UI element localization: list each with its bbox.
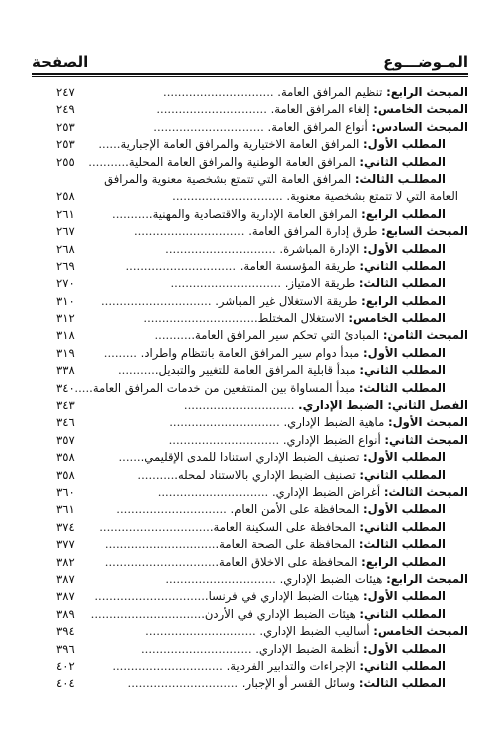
- toc-entry-title: المحافظة على الأمن العام.: [230, 502, 364, 517]
- toc-entry-title: إلغاء المرافق العامة.: [270, 102, 374, 117]
- toc-entry-label: المبحث الرابع:: [386, 571, 468, 586]
- toc-entry-label: المطلب الأول:: [363, 137, 446, 152]
- toc-entry-title: المرافق العامة الاختيارية والمرافق العامة الإجبارية: [120, 137, 364, 152]
- toc-entry-label: المطلب الأول:: [363, 641, 446, 656]
- toc-entry-text: [88, 571, 468, 588]
- toc-entry-text: [88, 641, 446, 658]
- toc-entry-label: الفصل الثاني: الضبط الإداري.: [298, 398, 468, 413]
- toc-dot-leader: ..........: [112, 206, 149, 221]
- toc-entry-label: المطلب الثاني:: [359, 606, 446, 621]
- toc-entry-label: المطلب الثاني:: [359, 467, 446, 482]
- toc-entry: [32, 432, 468, 449]
- toc-entry: [32, 171, 468, 188]
- toc-entry-title: طريقة المؤسسة العامة.: [239, 258, 360, 273]
- toc-entry-label: المطلب الثالث:: [358, 537, 446, 552]
- toc-entry: [32, 362, 468, 379]
- toc-entry-text: [88, 136, 446, 153]
- toc-entry-title: طريقة الامتياز.: [284, 276, 359, 291]
- toc-page-number: ٢٦٨: [56, 241, 75, 256]
- toc-entry: [32, 449, 468, 466]
- toc-entry-label: المطلب الأول:: [363, 241, 446, 256]
- toc-entry-title: تصنيف الضبط الإداري بالاستناد لمحله.: [174, 467, 360, 482]
- toc-entry-text: [88, 588, 446, 605]
- toc-entry-title: الإدارة المباشرة.: [279, 241, 364, 256]
- toc-entry: [32, 241, 468, 258]
- toc-entry-label: المطلب الرابع:: [361, 554, 446, 569]
- toc-dot-leader: ..............................: [127, 676, 242, 691]
- toc-page-number: ٣٩٦: [56, 641, 75, 656]
- toc-entry-title: المبادئ التي تحكم سير المرافق العامة.: [191, 328, 383, 343]
- toc-entry: [32, 380, 468, 397]
- toc-entry-text: [88, 206, 446, 223]
- toc-entry: [32, 623, 468, 640]
- toc-page-number: ٣١٢: [56, 311, 75, 326]
- toc-dot-leader: ..............................: [165, 571, 280, 586]
- toc-entry-text: [88, 414, 468, 431]
- toc-dot-leader: ......: [98, 137, 121, 152]
- toc-entry-label: المطلب الثالث:: [358, 676, 446, 691]
- toc-page-number: ٢٤٧: [56, 85, 75, 99]
- toc-entry-title: مبدأ قابلية المرافق العامة للتغيير والتبديل.: [154, 363, 360, 378]
- header-rule-thick: [32, 73, 468, 75]
- toc-page-number: ٣٦٠: [56, 484, 75, 499]
- toc-entry: [32, 467, 468, 484]
- toc-page-number: ٢٤٩: [56, 102, 75, 117]
- toc-entry: [32, 154, 468, 171]
- toc-entry-label: المبحث الأول:: [387, 415, 468, 430]
- toc-entry-text: [88, 345, 446, 362]
- toc-entry: [32, 397, 468, 414]
- toc-entry-text: [88, 293, 446, 310]
- toc-dot-leader: ..............................: [90, 606, 202, 621]
- toc-entry-text: [88, 519, 446, 536]
- toc-page-number: ٣٤٣: [56, 398, 75, 413]
- toc-entry: [32, 206, 468, 223]
- toc-entry: [32, 641, 468, 658]
- toc-entry-label: المطلب الأول:: [363, 589, 446, 604]
- toc-page-number: ٣٤٦: [56, 415, 75, 430]
- toc-entry: [32, 536, 468, 553]
- toc-entry-label: المطلب الأول:: [363, 450, 446, 465]
- toc-entry: [32, 484, 468, 501]
- toc-entry-text: [88, 467, 446, 484]
- toc-entry-text: [88, 536, 446, 553]
- toc-entry-text: [88, 327, 468, 344]
- toc-entry-label: المطلب الخامس:: [348, 311, 446, 326]
- toc-dot-leader: ..............................: [168, 432, 283, 447]
- toc-entry-title: المحافظة على السكينة العامة.: [209, 519, 360, 534]
- toc-entry-text: [88, 432, 468, 449]
- toc-entry-text: [88, 101, 468, 118]
- toc-entry-title: المحافظة على الاخلاق العامة.: [215, 554, 362, 569]
- toc-entry: [32, 84, 468, 101]
- toc-entry-title: أنواع الضبط الإداري.: [282, 432, 385, 447]
- toc-entry-title: تنظيم المرافق العامة.: [277, 85, 387, 99]
- toc-entry-text: [88, 484, 468, 501]
- toc-dot-leader: ..........: [137, 467, 175, 482]
- toc-entry-text: [88, 84, 468, 101]
- toc-entry: [32, 258, 468, 275]
- toc-entry-label: المطلب الثاني:: [359, 154, 446, 169]
- toc-entry: [32, 658, 468, 675]
- toc-entry-title: هيئات الضبط الإداري في الأردن.: [201, 606, 360, 621]
- toc-page-number: ٣٤٠: [56, 380, 75, 395]
- toc-entry: [32, 571, 468, 588]
- toc-entry-title: تصنيف الضبط الإداري استنادا للمدى الإقليمي.: [140, 450, 364, 465]
- toc-entry-title: المرافق العامة التي تتمتع بشخصية معنوية والمرافق: [104, 171, 355, 186]
- toc-entry-label: المطلـب الثالث:: [354, 171, 446, 186]
- toc-entry-text: [88, 119, 468, 136]
- toc-entry-title: أنظمة الضبط الإداري.: [255, 641, 364, 656]
- toc-entry: [32, 554, 468, 571]
- toc-page-number: ٢٦١: [56, 206, 75, 221]
- toc-page-number: ٣٩٤: [56, 624, 75, 639]
- toc-entry-text: [88, 171, 446, 188]
- header-rule-thin: [32, 76, 468, 77]
- toc-entry-text: [88, 362, 446, 379]
- toc-entry-text: [88, 623, 468, 640]
- toc-entry-text: [88, 310, 446, 327]
- toc-entry: [32, 119, 468, 136]
- toc-dot-leader: ..............................: [169, 415, 284, 430]
- toc-page-number: ٣٨٧: [56, 589, 75, 604]
- toc-entry-label: المبحث الثالث:: [383, 484, 468, 499]
- toc-entry: [32, 293, 468, 310]
- toc-page-number: ٣٣٨: [56, 363, 75, 378]
- page-column-heading: الصفحة: [32, 53, 89, 71]
- toc-dot-leader: ..............................: [125, 258, 240, 273]
- toc-entry-label: المطلب الثاني:: [359, 258, 446, 273]
- toc-page-number: ٤٠٤: [56, 676, 75, 691]
- toc-page-number: ٣٦١: [56, 502, 75, 517]
- toc-entry: [32, 414, 468, 431]
- topic-column-heading: المـوضـــوع: [383, 53, 468, 71]
- toc-page-number: ٣٨٩: [56, 606, 75, 621]
- toc-entry-label: المطلب الرابع:: [361, 293, 446, 308]
- toc-entry-text: [88, 501, 446, 518]
- toc-entry-title: وسائل القسر أو الإجبار.: [241, 676, 359, 691]
- toc-entry-title: أغراض الضبط الإداري.: [271, 484, 384, 499]
- toc-dot-leader: ..............................: [116, 502, 231, 517]
- toc-entry-label: المبحث الخامس:: [373, 624, 468, 639]
- toc-entry: [32, 136, 468, 153]
- toc-page-number: ٢٧٠: [56, 276, 75, 291]
- toc-entry-title: هيئات الضبط الإداري في فرنسا.: [204, 589, 364, 604]
- toc-entry-label: المبحث الرابع:: [386, 85, 468, 99]
- toc-page-number: ٢٥٨: [56, 189, 75, 204]
- toc-dot-leader: ..............................: [112, 658, 227, 673]
- toc-entry-label: المبحث الثامن:: [382, 328, 468, 343]
- toc-page-number: ٢٥٥: [56, 154, 75, 169]
- toc-entry: [32, 588, 468, 605]
- toc-dot-leader: ..........: [118, 363, 155, 378]
- toc-dot-leader: ..........: [88, 154, 126, 169]
- toc-list: [32, 84, 468, 693]
- toc-entry-label: المبحث السادس:: [371, 119, 468, 134]
- toc-dot-leader: ..............................: [165, 241, 280, 256]
- toc-dot-leader: ..........: [154, 328, 192, 343]
- toc-header: [32, 46, 468, 72]
- toc-dot-leader: ..............................: [156, 102, 271, 117]
- toc-dot-leader: ..............................: [172, 189, 287, 204]
- toc-entry-text: [74, 380, 446, 397]
- toc-dot-leader: ..............................: [133, 224, 249, 239]
- toc-page-number: ٣٧٤: [56, 519, 75, 534]
- toc-entry-title: طرق إدارة المرافق العامة.: [248, 224, 382, 239]
- toc-entry-title: المرافق العامة الوطنية والمرافق العامة المحلية.: [125, 154, 360, 169]
- toc-entry-title: أساليب الضبط الإداري.: [259, 624, 374, 639]
- toc-entry: [32, 606, 468, 623]
- toc-entry: [32, 501, 468, 518]
- toc-entry-title: أنواع المرافق العامة.: [267, 119, 372, 134]
- toc-entry-label: المطلب الثاني:: [359, 519, 446, 534]
- toc-dot-leader: ....: [74, 380, 90, 395]
- toc-dot-leader: ..............................: [94, 589, 205, 604]
- toc-page-number: ٣٥٨: [56, 467, 75, 482]
- toc-entry-text: [88, 554, 446, 571]
- toc-page-number: ٣٥٨: [56, 450, 75, 465]
- toc-entry-title: الاستغلال المختلط.: [253, 311, 349, 326]
- toc-page-number: ٢٦٧: [56, 224, 75, 239]
- toc-entry: [32, 275, 468, 292]
- toc-entry-text: [88, 606, 446, 623]
- toc-entry: [32, 310, 468, 327]
- toc-entry-label: المطلب الرابع:: [361, 206, 446, 221]
- toc-page-number: ٢٦٩: [56, 258, 75, 273]
- toc-entry-text: [88, 397, 468, 414]
- toc-entry-title: هيئات الضبط الإداري.: [279, 571, 387, 586]
- toc-dot-leader: ..............................: [183, 398, 299, 413]
- toc-dot-leader: ..............................: [100, 293, 216, 308]
- toc-dot-leader: ..............................: [170, 276, 285, 291]
- toc-entry-text: [88, 658, 446, 675]
- toc-dot-leader: ..............................: [140, 641, 256, 656]
- toc-entry: [32, 345, 468, 362]
- toc-page-number: ٣٨٢: [56, 554, 75, 569]
- toc-entry-text: [88, 223, 468, 240]
- toc-entry-text: [88, 449, 446, 466]
- toc-entry: [32, 675, 468, 692]
- toc-dot-leader: ..............................: [145, 624, 260, 639]
- toc-entry-text: [88, 188, 458, 205]
- toc-dot-leader: .........: [103, 345, 141, 360]
- toc-page-number: ٣٥٧: [56, 432, 75, 447]
- toc-entry-label: المطلب الثالث:: [358, 380, 446, 395]
- toc-entry-text: [88, 675, 446, 692]
- toc-entry-label: المطلب الثالث:: [358, 276, 446, 291]
- toc-entry-title: مبدأ المساواة بين المنتفعين من خدمات المرافق العامة.: [89, 380, 359, 395]
- toc-page-number: ٣١٩: [56, 345, 75, 360]
- toc-page-number: ٣١٨: [56, 328, 75, 343]
- toc-entry-label: المبحث الخامس:: [373, 102, 468, 117]
- toc-entry-label: المطلب الأول:: [363, 502, 446, 517]
- toc-entry: [32, 327, 468, 344]
- toc-entry: [32, 188, 468, 205]
- toc-page-number: ٢٥٣: [56, 119, 75, 134]
- toc-entry-title: المرافق العامة الإدارية والاقتصادية والمهنية.: [148, 206, 362, 221]
- toc-entry-text: [88, 154, 446, 171]
- toc-page-number: ٣٨٧: [56, 571, 75, 586]
- toc-entry-label: المطلب الأول:: [363, 345, 446, 360]
- toc-dot-leader: ..............................: [157, 484, 272, 499]
- toc-dot-leader: ..............................: [99, 519, 210, 534]
- toc-entry-label: المبحث الثاني:: [384, 432, 468, 447]
- toc-entry-label: المطلب الثاني:: [359, 658, 446, 673]
- toc-dot-leader: ..............................: [104, 554, 216, 569]
- toc-dot-leader: ..............................: [163, 85, 278, 99]
- toc-entry: [32, 101, 468, 118]
- toc-page-number: ٣٧٧: [56, 537, 75, 552]
- toc-entry-title: الإجراءات والتدابير الفردية.: [226, 658, 360, 673]
- toc-entry-text: [88, 275, 446, 292]
- toc-entry-label: المبحث السابع:: [381, 224, 468, 239]
- toc-entry-text: [88, 258, 446, 275]
- toc-dot-leader: ..............................: [104, 537, 216, 552]
- toc-dot-leader: ..............................: [143, 311, 254, 326]
- toc-entry: [32, 223, 468, 240]
- toc-entry-title: العامة التي لا تتمتع بشخصية معنوية.: [286, 189, 458, 204]
- toc-dot-leader: ..............................: [153, 119, 268, 134]
- toc-dot-leader: ......: [118, 450, 141, 465]
- toc-page-number: ٤٠٢: [56, 658, 75, 673]
- toc-entry-title: مبدأ دوام سير المرافق العامة بانتظام واطراد.: [140, 345, 364, 360]
- toc-entry-title: ماهية الضبط الإداري.: [283, 415, 388, 430]
- toc-page-number: ٣١٠: [56, 293, 75, 308]
- toc-entry-title: طريقة الاستغلال غير المباشر.: [215, 293, 362, 308]
- toc-entry-title: المحافظة على الصحة العامة.: [215, 537, 359, 552]
- toc-entry-label: المطلب الثاني:: [359, 363, 446, 378]
- toc-entry-text: [88, 241, 446, 258]
- toc-entry: [32, 519, 468, 536]
- toc-page-number: ٢٥٣: [56, 137, 75, 152]
